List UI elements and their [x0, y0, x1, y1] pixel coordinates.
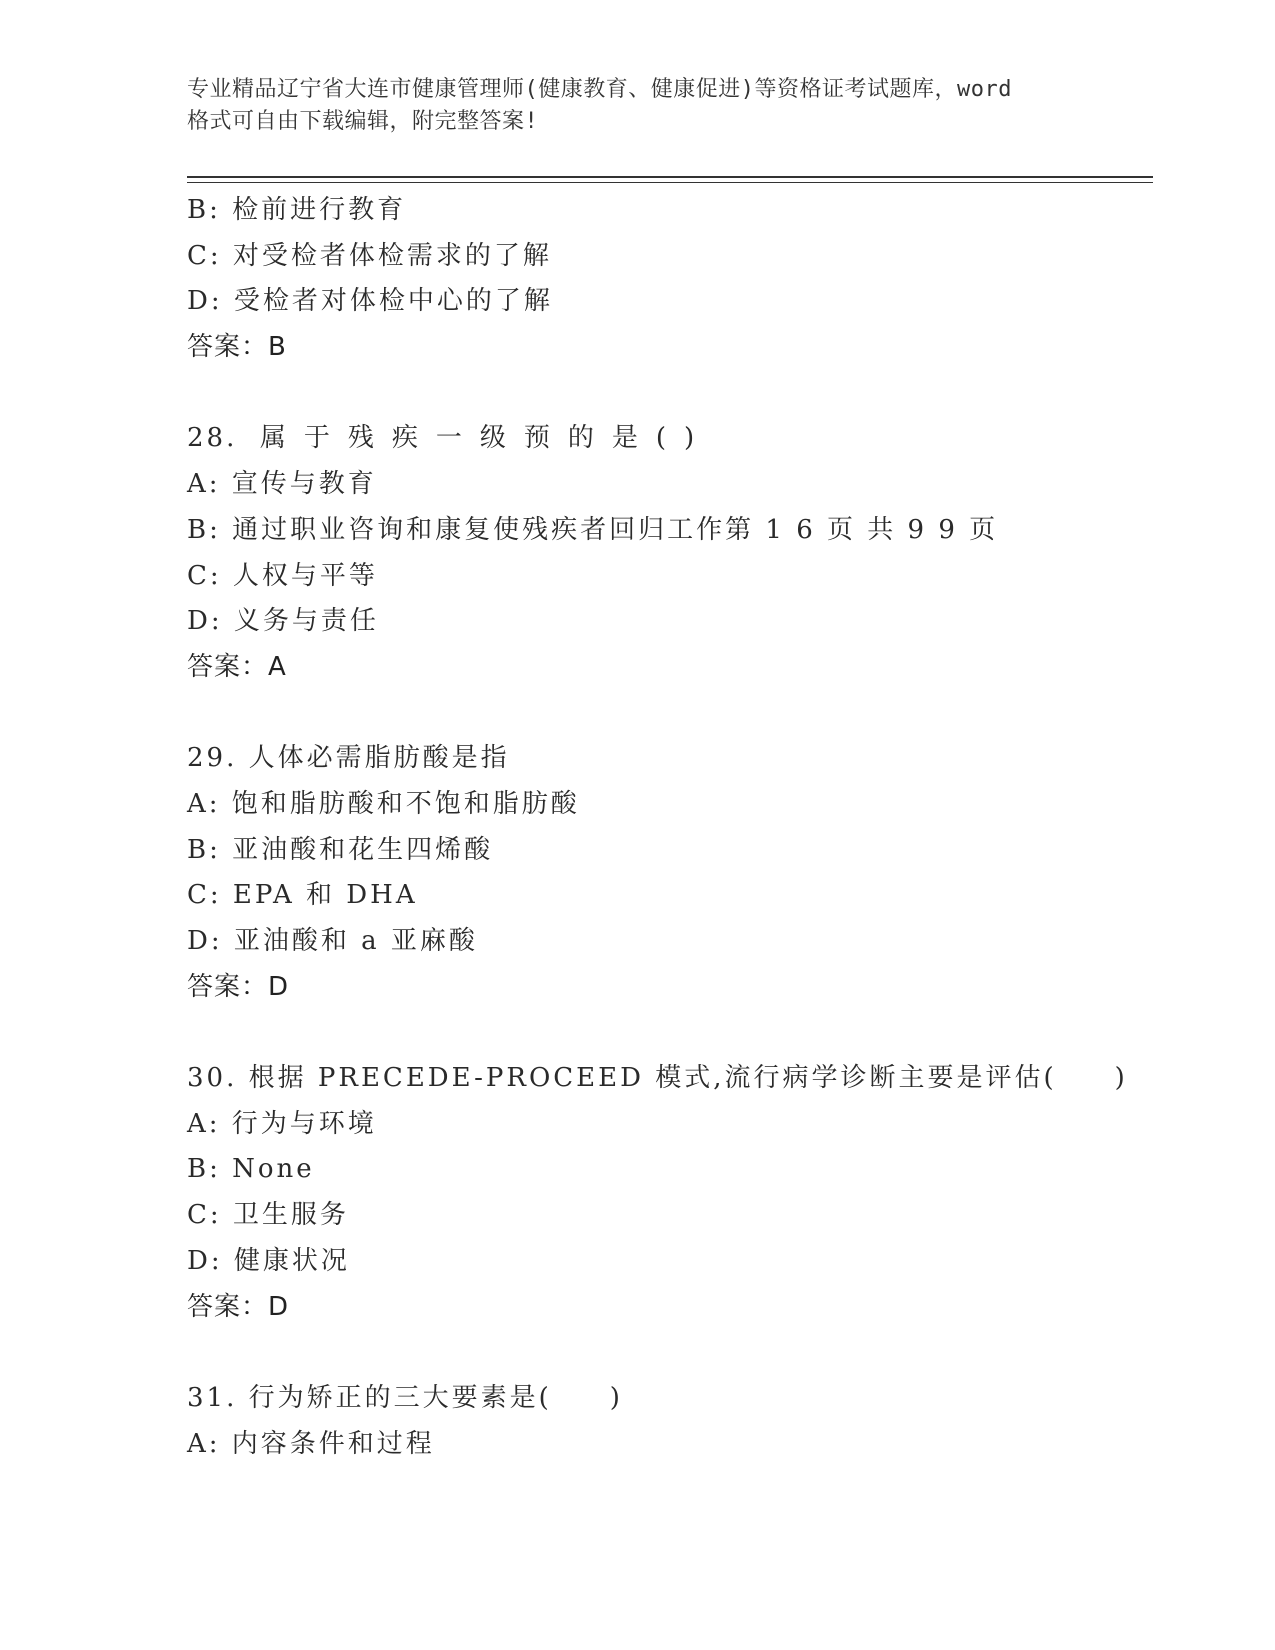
header-rule-thin	[187, 182, 1153, 183]
option-c: C: 对受检者体检需求的了解	[187, 240, 552, 271]
answer: 答案：D	[187, 971, 290, 1002]
option-c: C: EPA 和 DHA	[187, 880, 418, 911]
question-number: 28.	[187, 423, 238, 454]
question-28	[187, 416, 1153, 690]
option-d: D: 健康状况	[187, 1245, 350, 1276]
header-line-1: 专业精品辽宁省大连市健康管理师(健康教育、健康促进)等资格证考试题库，word	[187, 77, 1012, 102]
option-a: A: 内容条件和过程	[187, 1428, 435, 1459]
question-31	[187, 1376, 1153, 1467]
question-30	[187, 1056, 1153, 1330]
question-list	[187, 188, 1153, 1467]
header-line-2: 格式可自由下载编辑，附完整答案!	[187, 109, 539, 134]
question-text: 30. 根据 PRECEDE-PROCEED 模式,流行病学诊断主要是评估( )	[187, 1063, 1128, 1094]
answer: 答案：A	[187, 651, 287, 682]
question-body: 属于残疾一级预的是()	[259, 423, 713, 454]
option-b: B: 亚油酸和花生四烯酸	[187, 834, 494, 865]
option-a: A: 行为与环境	[187, 1108, 377, 1139]
option-a: A: 宣传与教育	[187, 469, 377, 500]
option-b: B: None	[187, 1154, 315, 1185]
question-29	[187, 736, 1153, 1010]
option-b: B: 检前进行教育	[187, 195, 407, 225]
option-b: B: 通过职业咨询和康复使残疾者回归工作第 1 6 页 共 9 9 页	[187, 514, 999, 545]
option-a: A: 饱和脂肪酸和不饱和脂肪酸	[187, 788, 580, 819]
question-text: 31. 行为矫正的三大要素是( )	[187, 1382, 623, 1413]
header-rule-thick	[187, 176, 1153, 178]
question-text: 29. 人体必需脂肪酸是指	[187, 743, 510, 774]
option-d: D: 义务与责任	[187, 606, 379, 637]
option-d: D: 受检者对体检中心的了解	[187, 286, 553, 317]
answer: 答案：D	[187, 1291, 290, 1322]
question-27	[187, 188, 1153, 371]
option-c: C: 人权与平等	[187, 560, 378, 591]
answer: 答案：B	[187, 332, 287, 363]
question-text	[187, 416, 1153, 462]
option-d: D: 亚油酸和 a 亚麻酸	[187, 926, 478, 956]
option-c: C: 卫生服务	[187, 1200, 349, 1231]
document-header	[187, 74, 1087, 138]
